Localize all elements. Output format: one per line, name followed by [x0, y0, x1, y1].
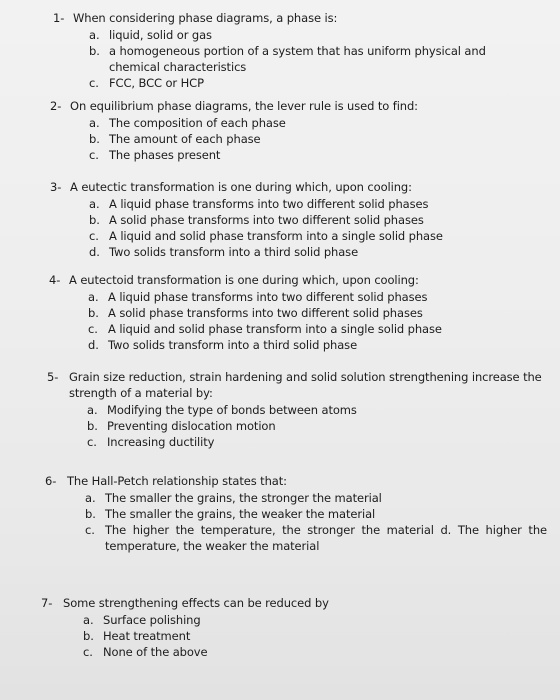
question-stem: [53, 10, 523, 26]
option-list: [83, 612, 521, 660]
question-text: A eutectoid transformation is one during which, upon cooling:: [69, 273, 419, 287]
option-letter: b.: [87, 419, 98, 433]
option-b: [87, 418, 542, 434]
option-d: [89, 244, 520, 260]
option-letter: a.: [83, 613, 94, 627]
option-b: [83, 628, 521, 644]
option-text: Preventing dislocation motion: [107, 419, 276, 433]
option-c: [88, 321, 524, 337]
option-list: [85, 490, 547, 554]
option-text: A solid phase transforms into two different solid phases: [109, 213, 424, 227]
option-letter: a.: [89, 116, 100, 130]
option-c: [85, 522, 547, 554]
option-text: The higher the temperature, the stronger the material d. The higher the temperature, the weaker the material: [105, 523, 547, 553]
question-number: 2-: [50, 99, 62, 113]
option-letter: b.: [85, 507, 96, 521]
option-text: The smaller the grains, the stronger the material: [105, 491, 382, 505]
option-c: [89, 147, 520, 163]
option-text: A liquid phase transforms into two different solid phases: [108, 290, 428, 304]
option-b: [89, 212, 520, 228]
question-6: [45, 473, 547, 554]
question-text: When considering phase diagrams, a phase is:: [73, 11, 338, 25]
question-7: [41, 595, 521, 660]
option-c: [89, 228, 520, 244]
question-number: 1-: [53, 11, 65, 25]
option-list: [89, 27, 523, 91]
question-text: Grain size reduction, strain hardening and solid solution strengthening increase the strength of a material by:: [69, 370, 542, 400]
option-letter: c.: [89, 76, 99, 90]
option-text: None of the above: [103, 645, 208, 659]
option-letter: a.: [89, 197, 100, 211]
option-a: [87, 402, 542, 418]
option-text: The phases present: [109, 148, 221, 162]
option-a: [83, 612, 521, 628]
question-5: [47, 369, 542, 450]
question-stem: [41, 595, 521, 611]
option-c: [89, 75, 523, 91]
option-text: The smaller the grains, the weaker the material: [105, 507, 376, 521]
option-text: Two solids transform into a third solid phase: [108, 338, 358, 352]
option-text: FCC, BCC or HCP: [109, 76, 204, 90]
option-text: The composition of each phase: [109, 116, 286, 130]
option-letter: b.: [83, 629, 94, 643]
question-stem: [47, 369, 542, 401]
option-letter: d.: [89, 245, 100, 259]
question-number: 7-: [41, 596, 53, 610]
question-3: [50, 179, 520, 260]
question-number: 4-: [49, 273, 61, 287]
option-letter: c.: [89, 148, 99, 162]
option-letter: a.: [88, 290, 99, 304]
option-text: The amount of each phase: [109, 132, 261, 146]
option-a: [89, 115, 520, 131]
option-a: [89, 27, 523, 43]
option-list: [89, 196, 520, 260]
option-b: [89, 43, 523, 75]
option-text: Modifying the type of bonds between atoms: [107, 403, 357, 417]
option-b: [89, 131, 520, 147]
option-list: [87, 402, 542, 450]
option-letter: d.: [88, 338, 99, 352]
option-letter: c.: [89, 229, 99, 243]
question-number: 5-: [47, 370, 59, 384]
option-text: Heat treatment: [103, 629, 191, 643]
option-a: [89, 196, 520, 212]
option-text: A liquid phase transforms into two different solid phases: [109, 197, 429, 211]
option-text: Two solids transform into a third solid phase: [109, 245, 359, 259]
option-letter: b.: [89, 213, 100, 227]
question-stem: [50, 179, 520, 195]
option-text: a homogeneous portion of a system that has uniform physical and chemical characteristics: [109, 44, 486, 74]
option-letter: c.: [85, 523, 95, 537]
option-letter: c.: [87, 435, 97, 449]
question-4: [49, 272, 524, 353]
option-list: [88, 289, 524, 353]
option-c: [87, 434, 542, 450]
option-list: [89, 115, 520, 163]
option-letter: b.: [88, 306, 99, 320]
question-text: A eutectic transformation is one during which, upon cooling:: [70, 180, 412, 194]
question-number: 6-: [45, 474, 57, 488]
question-stem: [50, 98, 520, 114]
question-text: On equilibrium phase diagrams, the lever rule is used to find:: [70, 99, 418, 113]
option-letter: c.: [88, 322, 98, 336]
question-text: The Hall-Petch relationship states that:: [67, 474, 287, 488]
option-d: [88, 337, 524, 353]
option-text: A liquid and solid phase transform into a single solid phase: [109, 229, 443, 243]
option-a: [85, 490, 547, 506]
option-letter: b.: [89, 44, 100, 58]
option-a: [88, 289, 524, 305]
option-b: [85, 506, 547, 522]
question-2: [50, 98, 520, 163]
option-text: A solid phase transforms into two different solid phases: [108, 306, 423, 320]
option-letter: a.: [89, 28, 100, 42]
question-stem: [49, 272, 524, 288]
option-letter: a.: [87, 403, 98, 417]
question-text: Some strengthening effects can be reduced by: [63, 596, 329, 610]
question-number: 3-: [50, 180, 62, 194]
option-b: [88, 305, 524, 321]
option-letter: b.: [89, 132, 100, 146]
option-letter: a.: [85, 491, 96, 505]
option-letter: c.: [83, 645, 93, 659]
option-text: Surface polishing: [103, 613, 201, 627]
question-1: [53, 10, 523, 91]
option-c: [83, 644, 521, 660]
option-text: A liquid and solid phase transform into a single solid phase: [108, 322, 442, 336]
option-text: liquid, solid or gas: [109, 28, 212, 42]
question-stem: [45, 473, 547, 489]
option-text: Increasing ductility: [107, 435, 215, 449]
